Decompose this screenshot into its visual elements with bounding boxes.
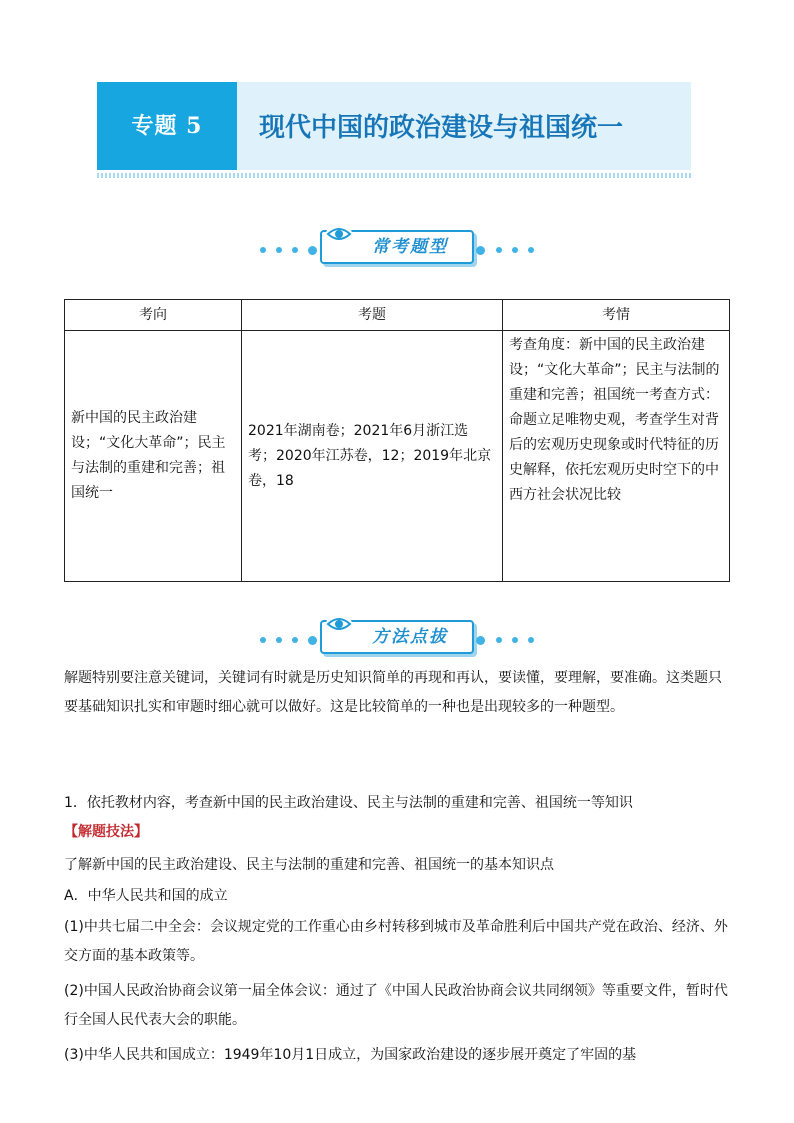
intro-paragraph: 解题特别要注意关键词，关键词有时就是历史知识简单的再现和再认，要读懂，要理解，要准确。这类题只要基础知识扎实和审题时细心就可以做好。这是比较简单的一种也是出现较多的一种题型。: [64, 670, 722, 715]
table-cell-situation: 考查角度：新中国的民主政治建设；“文化大革命”；民主与法制的重建和完善；祖国统一考查方式：命题立足唯物史观，考查学生对背后的宏观历史现象或时代特征的历史解释，依托宏观历史时空下的中西方社会状况比较: [503, 331, 730, 582]
table-cell-direction: 新中国的民主政治建设；“文化大革命”；民主与法制的重建和完善；祖国统一: [65, 331, 242, 582]
eye-icon: [326, 614, 352, 634]
point-3: (3)中华人民共和国成立：1949年10月1日成立，为国家政治建设的逐步展开奠定了牢固的基: [64, 1047, 637, 1063]
column-header: 考题: [242, 300, 503, 331]
topic-banner: [97, 82, 691, 170]
tips-label: 【解题技法】: [64, 824, 148, 840]
section-title: 常考题型: [372, 237, 448, 257]
section-badge-box: [320, 230, 474, 264]
column-header: 考情: [503, 300, 730, 331]
item-1: 1．依托教材内容，考查新中国的民主政治建设、民主与法制的重建和完善、祖国统一等知识: [64, 795, 633, 811]
table-row: [65, 331, 730, 582]
subheading-a: A．中华人民共和国的成立: [64, 888, 228, 904]
eye-icon: [326, 224, 352, 244]
page-title: 现代中国的政治建设与祖国统一: [259, 113, 624, 143]
topic-number: 专题 5: [131, 113, 203, 139]
section-header-common-types: [256, 228, 538, 268]
exam-info-table: [64, 299, 730, 582]
section-title: 方法点拔: [372, 627, 448, 647]
section-badge-box: [320, 620, 474, 654]
section-header-method-tips: [256, 618, 538, 658]
decorative-dots-right: [458, 637, 538, 645]
point-2: (2)中国人民政治协商会议第一届全体会议：通过了《中国人民政治协商会议共同纲领》等重要文件，暂时代行全国人民代表大会的职能。: [64, 983, 728, 1028]
table-cell-questions: 2021年湖南卷；2021年6月浙江选考；2020年江苏卷，12；2019年北京卷，18: [242, 331, 503, 582]
column-header: 考向: [65, 300, 242, 331]
table-header-row: [65, 300, 730, 331]
decorative-dots-right: [458, 247, 538, 255]
point-1: (1)中共七届二中全会：会议规定党的工作重心由乡村转移到城市及革命胜利后中国共产党在政治、经济、外交方面的基本政策等。: [64, 919, 728, 964]
understand-line: 了解新中国的民主政治建设、民主与法制的重建和完善、祖国统一的基本知识点: [64, 857, 554, 873]
banner-divider: [97, 173, 691, 178]
